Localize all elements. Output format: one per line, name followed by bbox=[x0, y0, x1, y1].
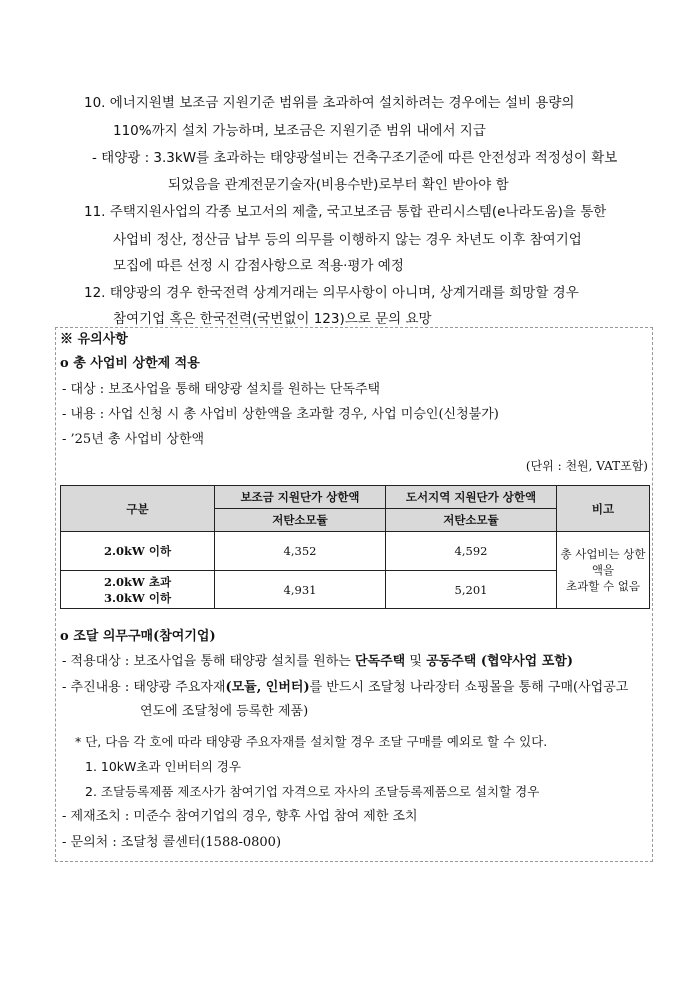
th-category: 구분 bbox=[61, 486, 215, 532]
item-11-line-2: 사업비 정산, 정산금 납부 등의 의무를 이행하지 않는 경우 차년도 이후 참여기업 bbox=[113, 232, 582, 248]
cell-island: 4,592 bbox=[386, 532, 557, 571]
cap-table bbox=[60, 485, 650, 609]
procure-exception: * 단, 다음 각 호에 따라 태양광 주요자재를 설치할 경우 조달 구매를 예외로 할 수 있다. bbox=[75, 734, 548, 749]
cell-note bbox=[557, 532, 650, 609]
item-12-line-1: 12. 태양광의 경우 한국전력 상계거래는 의무사항이 아니며, 상계거래를 희망할 경우 bbox=[84, 285, 579, 301]
procure-push-2: 연도에 조달청에 등록한 제품) bbox=[140, 704, 309, 719]
text: - 적용대상 : 보조사업을 통해 태양광 설치를 원하는 bbox=[62, 654, 355, 669]
text: - 추진내용 : 태양광 주요자재 bbox=[62, 680, 226, 695]
bold-text: 단독주택 bbox=[355, 654, 406, 669]
item-11-line-1: 11. 주택지원사업의 각종 보고서의 제출, 국고보조금 통합 관리시스템(e나라도움)을 통한 bbox=[84, 204, 607, 220]
category-line-2: 3.0kW 이하 bbox=[103, 590, 172, 605]
cell-category bbox=[61, 571, 215, 609]
item-10-sub-line-1: - 태양광 : 3.3kW를 초과하는 태양광설비는 건축구조기준에 따른 안전성과 적정성이 확보 bbox=[92, 150, 618, 166]
unit-label: (단위 : 천원, VAT포함) bbox=[525, 459, 648, 473]
category-line-1: 2.0kW 초과 bbox=[103, 574, 172, 589]
bold-text: (모듈, 인버터) bbox=[225, 680, 310, 695]
cap-content: - 내용 : 사업 신청 시 총 사업비 상한액을 초과할 경우, 사업 미승인(신청불가) bbox=[62, 407, 499, 422]
text: 및 bbox=[405, 654, 427, 669]
th-sub1: 저탄소모듈 bbox=[215, 509, 386, 532]
cell-subsidy: 4,352 bbox=[215, 532, 386, 571]
text: 를 반드시 조달청 나라장터 쇼핑몰을 통해 구매(사업공고 bbox=[309, 680, 629, 695]
th-island: 도서지역 지원단가 상한액 bbox=[386, 486, 557, 509]
exception-2: 2. 조달등록제품 제조사가 참여기업 자격으로 자사의 조달등록제품으로 설치할 경우 bbox=[85, 784, 540, 799]
item-12-line-2: 참여기업 혹은 한국전력(국번없이 123)으로 문의 요망 bbox=[113, 311, 432, 327]
note-line-2: 초과할 수 없음 bbox=[566, 579, 640, 593]
cap-heading: o 총 사업비 상한제 적용 bbox=[60, 356, 200, 371]
cap-2025: - ’25년 총 사업비 상한액 bbox=[62, 432, 205, 447]
item-10-line-1: 10. 에너지원별 보조금 지원기준 범위를 초과하여 설치하려는 경우에는 설비 용량의 bbox=[84, 95, 575, 111]
cell-subsidy: 4,931 bbox=[215, 571, 386, 609]
cap-target: - 대상 : 보조사업을 통해 태양광 설치를 원하는 단독주택 bbox=[62, 382, 381, 397]
bold-text: 공동주택 (협약사업 포함) bbox=[426, 654, 573, 669]
note-line-1: 총 사업비는 상한액을 bbox=[560, 547, 646, 577]
procure-push bbox=[62, 679, 628, 697]
th-subsidy: 보조금 지원단가 상한액 bbox=[215, 486, 386, 509]
th-sub2: 저탄소모듈 bbox=[386, 509, 557, 532]
item-10-line-2: 110%까지 설치 가능하며, 보조금은 지원기준 범위 내에서 지급 bbox=[113, 123, 486, 139]
notice-title: ※ 유의사항 bbox=[60, 332, 128, 347]
item-10-sub-line-2: 되었음을 관계전문기술자(비용수반)로부터 확인 받아야 함 bbox=[168, 177, 509, 193]
contact: - 문의처 : 조달청 콜센터(1588-0800) bbox=[62, 835, 282, 850]
sanction: - 제재조치 : 미준수 참여기업의 경우, 향후 사업 참여 제한 조치 bbox=[62, 809, 418, 824]
table-row bbox=[61, 532, 650, 571]
th-note: 비고 bbox=[557, 486, 650, 532]
item-11-line-3: 모집에 따른 선정 시 감점사항으로 적용·평가 예정 bbox=[113, 258, 404, 274]
cell-category: 2.0kW 이하 bbox=[61, 532, 215, 571]
exception-1: 1. 10kW초과 인버터의 경우 bbox=[85, 759, 241, 774]
procure-heading: o 조달 의무구매(참여기업) bbox=[60, 629, 216, 644]
procure-target bbox=[62, 653, 573, 671]
cell-island: 5,201 bbox=[386, 571, 557, 609]
